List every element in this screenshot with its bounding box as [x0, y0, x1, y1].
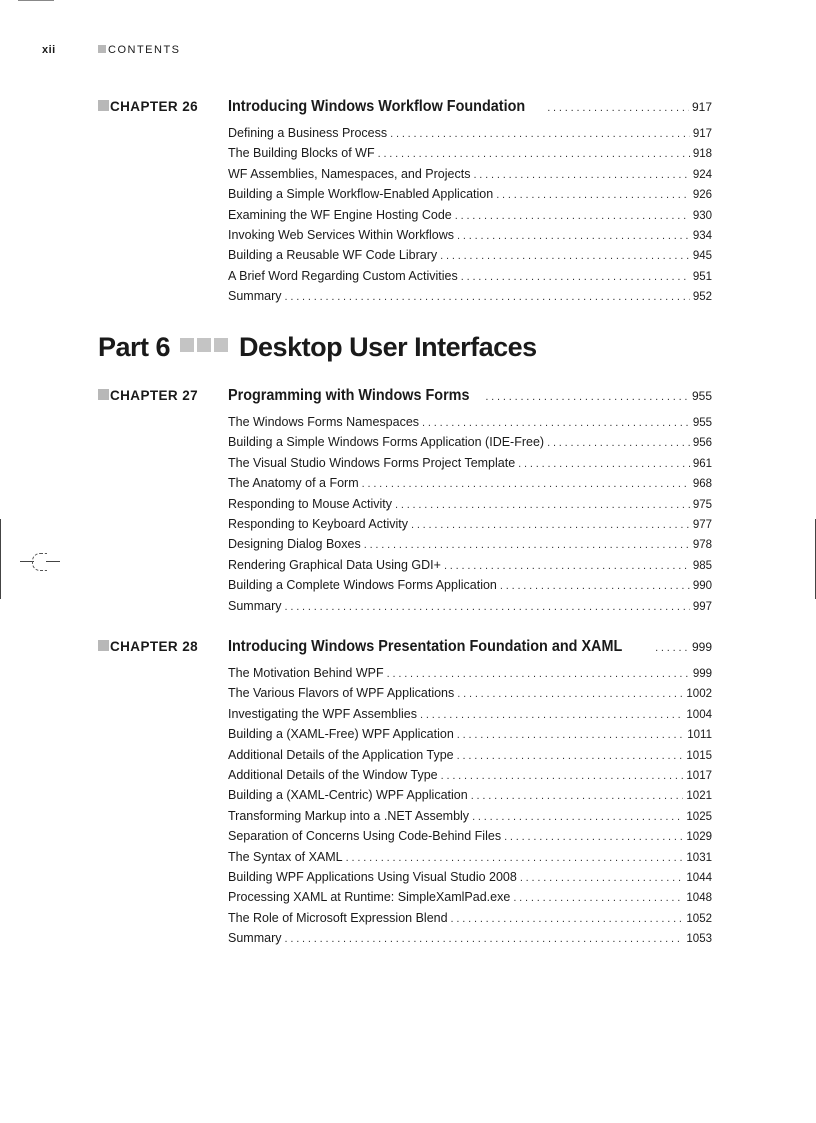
part-squares-icon [180, 338, 231, 357]
chapter-title: Introducing Windows Presentation Foundation and XAML [228, 638, 623, 655]
dot-leader [451, 913, 684, 925]
toc-entry[interactable] [228, 269, 712, 289]
dot-leader [520, 872, 684, 884]
entry-page: 1053 [686, 933, 712, 946]
entry-page: 926 [692, 189, 712, 202]
entry-title: A Brief Word Regarding Custom Activities [228, 268, 458, 283]
toc-entry[interactable] [228, 208, 712, 228]
entry-title: Summary [228, 289, 282, 304]
entry-page: 1015 [686, 749, 712, 762]
toc-entry[interactable] [228, 911, 712, 931]
square-bullet-icon [98, 640, 109, 651]
chapter-label: CHAPTER 26 [98, 99, 198, 114]
entry-page: 968 [692, 478, 712, 491]
entry-title: Investigating the WPF Assemblies [228, 706, 417, 721]
entry-title: Additional Details of the Window Type [228, 767, 438, 782]
entry-title: Rendering Graphical Data Using GDI+ [228, 557, 441, 572]
section-title: CONTENTS [108, 44, 181, 56]
entry-title: Summary [228, 931, 282, 946]
toc-entry[interactable] [228, 850, 712, 870]
entry-page: 975 [692, 498, 712, 511]
toc-entry[interactable] [228, 517, 712, 537]
entry-page: 918 [692, 148, 712, 161]
entry-title: Examining the WF Engine Hosting Code [228, 207, 452, 222]
entry-page: 930 [692, 209, 712, 222]
entry-page: 978 [692, 539, 712, 552]
entry-page: 924 [692, 168, 712, 181]
toc-entry[interactable] [228, 890, 712, 910]
toc-entry[interactable] [228, 686, 712, 706]
toc-entry[interactable] [228, 456, 712, 476]
entry-page: 1017 [686, 769, 712, 782]
toc-entry[interactable] [228, 788, 712, 808]
dot-leader [500, 580, 690, 592]
entry-page: 1052 [686, 912, 712, 925]
dot-leader [284, 291, 689, 303]
chapter-title: Introducing Windows Workflow Foundation [228, 98, 526, 115]
part-number: Part 6 [98, 332, 171, 362]
dot-leader [364, 539, 690, 551]
toc-entry[interactable] [228, 931, 712, 951]
entry-page: 977 [692, 518, 712, 531]
square-bullet-icon [98, 389, 109, 400]
running-header [42, 44, 181, 56]
dot-leader [455, 210, 690, 222]
chapter-page: 917 [691, 100, 712, 114]
toc-entry[interactable] [228, 248, 712, 268]
square-bullet-icon [98, 45, 106, 53]
toc-entry[interactable] [228, 599, 712, 619]
entry-title: The Building Blocks of WF [228, 146, 375, 161]
entry-title: The Motivation Behind WPF [228, 666, 384, 680]
dot-leader [457, 729, 684, 741]
entry-page: 1048 [686, 892, 712, 905]
entry-page: 956 [692, 437, 712, 450]
entry-title: The Syntax of XAML [228, 849, 343, 864]
entry-title: The Windows Forms Namespaces [228, 415, 420, 429]
entry-title: Defining a Business Process [228, 126, 388, 140]
dot-leader [346, 852, 684, 864]
dot-leader [362, 478, 690, 490]
toc-entry[interactable] [228, 435, 712, 455]
chapter-page: 955 [691, 389, 712, 403]
dot-leader [513, 892, 683, 904]
chapter-title-row[interactable] [228, 387, 712, 405]
entry-title: Building a Complete Windows Forms Application [228, 578, 497, 593]
toc-entry[interactable] [228, 187, 712, 207]
entry-title: Responding to Keyboard Activity [228, 516, 408, 531]
dot-leader [457, 230, 690, 242]
entry-page: 1002 [686, 688, 712, 701]
toc-entry[interactable] [228, 146, 712, 166]
dot-leader [420, 709, 683, 721]
entry-title: Designing Dialog Boxes [228, 537, 361, 552]
entry-title: The Various Flavors of WPF Applications [228, 686, 455, 701]
dot-leader [471, 790, 684, 802]
toc-entry[interactable] [228, 870, 712, 890]
entry-page: 985 [692, 559, 712, 572]
toc-entry[interactable] [228, 289, 712, 309]
entry-page: 951 [692, 270, 712, 283]
top-rule [18, 0, 54, 1]
toc-entry[interactable] [228, 415, 712, 435]
dot-leader [472, 811, 683, 823]
entry-title: Responding to Mouse Activity [228, 496, 392, 511]
entry-page: 952 [692, 291, 712, 304]
dot-leader [461, 271, 690, 283]
entry-list [228, 415, 712, 619]
dot-leader [457, 750, 684, 762]
entry-title: Invoking Web Services Within Workflows [228, 227, 455, 242]
dot-leader [390, 128, 690, 140]
entry-page: 945 [692, 250, 712, 263]
entry-page: 997 [692, 600, 712, 613]
entry-page: 999 [692, 668, 712, 680]
dot-leader [457, 688, 683, 700]
entry-title: Building a (XAML-Free) WPF Application [228, 727, 454, 742]
dot-leader [444, 560, 690, 572]
entry-page: 955 [692, 417, 712, 429]
entry-page: 917 [692, 128, 712, 140]
entry-title: The Visual Studio Windows Forms Project Template [228, 455, 516, 470]
chapter-title-row[interactable] [228, 98, 712, 116]
chapter-label: CHAPTER 28 [98, 639, 198, 654]
dot-leader [422, 417, 690, 429]
toc-entry[interactable] [228, 748, 712, 768]
dot-leader [284, 601, 689, 613]
toc-entry[interactable] [228, 727, 712, 747]
dot-leader [473, 169, 689, 181]
toc-entry[interactable] [228, 126, 712, 146]
entry-title: Building WPF Applications Using Visual Studio 2008 [228, 869, 517, 884]
toc-entry[interactable] [228, 558, 712, 578]
toc-entry[interactable] [228, 578, 712, 598]
toc-entry[interactable] [228, 809, 712, 829]
entry-page: 1025 [686, 810, 712, 823]
dot-leader [378, 148, 690, 160]
entry-list [228, 666, 712, 951]
chapter-label: CHAPTER 27 [98, 388, 198, 403]
dot-leader [441, 770, 684, 782]
toc-entry[interactable] [228, 228, 712, 248]
page-number: xii [42, 44, 56, 56]
entry-title: Summary [228, 598, 282, 613]
chapter-title-row[interactable] [228, 638, 712, 656]
dot-leader [411, 519, 690, 531]
toc-entry[interactable] [228, 537, 712, 557]
entry-page: 1044 [686, 871, 712, 884]
entry-page: 934 [692, 229, 712, 242]
entry-title: Transforming Markup into a .NET Assembly [228, 808, 470, 823]
toc-entry[interactable] [228, 768, 712, 788]
entry-title: WF Assemblies, Namespaces, and Projects [228, 166, 471, 181]
entry-page: 990 [692, 580, 712, 593]
toc-entry[interactable] [228, 476, 712, 496]
entry-title: The Role of Microsoft Expression Blend [228, 910, 448, 925]
entry-title: Building a Simple Workflow-Enabled Application [228, 187, 494, 202]
entry-list [228, 126, 712, 310]
entry-page: 1011 [687, 729, 712, 742]
part-title: Desktop User Interfaces [239, 332, 537, 362]
dot-leader [547, 437, 690, 449]
dot-leader [485, 391, 689, 403]
toc-entry[interactable] [228, 707, 712, 727]
entry-title: Additional Details of the Application Type [228, 747, 454, 762]
entry-title: The Anatomy of a Form [228, 476, 359, 491]
entry-page: 1021 [686, 790, 712, 803]
entry-page: 1031 [686, 851, 712, 864]
dot-leader [655, 642, 689, 654]
entry-title: Separation of Concerns Using Code-Behind Files [228, 829, 502, 844]
part-heading [98, 332, 537, 363]
dot-leader [440, 250, 690, 262]
toc-entry[interactable] [228, 666, 712, 686]
dot-leader [387, 668, 690, 680]
entry-page: 1029 [686, 831, 712, 844]
dot-leader [518, 458, 690, 470]
dot-leader [504, 831, 683, 843]
entry-title: Building a Reusable WF Code Library [228, 248, 438, 263]
entry-title: Processing XAML at Runtime: SimpleXamlPad.exe [228, 890, 511, 905]
dot-leader [496, 189, 690, 201]
chapter-title: Programming with Windows Forms [228, 387, 470, 404]
entry-title: Building a (XAML-Centric) WPF Application [228, 788, 468, 803]
toc-entry[interactable] [228, 829, 712, 849]
toc-entry[interactable] [228, 497, 712, 517]
entry-page: 1004 [686, 708, 712, 721]
dot-leader [284, 933, 683, 945]
dot-leader [395, 499, 690, 511]
chapter-page: 999 [691, 640, 712, 654]
square-bullet-icon [98, 100, 109, 111]
entry-page: 961 [692, 457, 712, 470]
dot-leader [547, 102, 689, 114]
entry-title: Building a Simple Windows Forms Application (IDE-Free) [228, 435, 545, 450]
toc-entry[interactable] [228, 167, 712, 187]
